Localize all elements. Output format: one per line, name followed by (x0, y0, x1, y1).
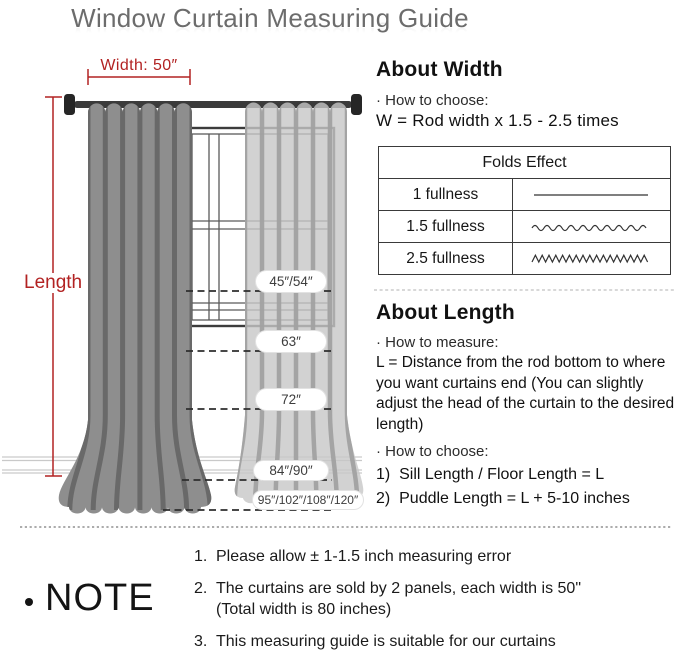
note-item-text: The curtains are sold by 2 panels, each width is 50" (Total width is 80 inches) (216, 580, 581, 618)
table-row (379, 211, 671, 243)
length-marker-pill: 63″ (255, 330, 327, 353)
length-measure-text: L = Distance from the rod bottom to where you want curtains end (You can slightly adjust the head of the curtain to the desired length) (376, 354, 675, 433)
fullness-label: 2.5 fullness (379, 243, 513, 275)
fold-effect-cell (513, 179, 671, 211)
note-item-number: 3. (194, 633, 208, 650)
note-heading: NOTE (45, 577, 155, 619)
length-choice-item: 2) Puddle Length = L + 5-10 inches (376, 490, 630, 507)
length-measurement-label: Length (20, 273, 86, 293)
fullness-label: 1 fullness (379, 179, 513, 211)
length-marker-pill: 84″/90″ (253, 460, 329, 481)
fold-effect-cell (513, 243, 671, 275)
width-how-to-choose-label: · How to choose: (376, 92, 489, 109)
page-title: Window Curtain Measuring Guide (71, 3, 469, 33)
note-item-number: 1. (194, 548, 208, 565)
dark-curtain-panel (59, 95, 212, 514)
table-row (379, 179, 671, 211)
folds-effect-table (378, 146, 671, 275)
note-list (194, 546, 676, 663)
about-length-heading: About Length (376, 301, 515, 324)
length-choice-item: 1) Sill Length / Floor Length = L (376, 466, 605, 483)
table-row (379, 243, 671, 275)
note-item-number: 2. (194, 580, 208, 597)
note-bullet-icon (25, 598, 33, 606)
note-item (194, 631, 676, 652)
about-width-heading: About Width (376, 58, 503, 81)
folds-table-header: Folds Effect (379, 147, 671, 179)
fullness-label: 1.5 fullness (379, 211, 513, 243)
straight-line-icon (526, 187, 658, 203)
length-how-to-measure-label: · How to measure: (376, 334, 499, 351)
note-item (194, 578, 676, 620)
note-item (194, 546, 676, 567)
length-marker-pill: 72″ (255, 388, 327, 411)
fold-effect-cell (513, 211, 671, 243)
dense-zigzag-icon (526, 251, 658, 267)
length-marker-pill: 45″/54″ (255, 270, 327, 293)
width-formula: W = Rod width x 1.5 - 2.5 times (376, 111, 619, 130)
note-item-text: This measuring guide is suitable for our curtains (216, 633, 556, 650)
gentle-wave-icon (526, 219, 658, 235)
light-curtain-panel (235, 95, 364, 503)
length-marker-pill: 95″/102″/108″/120″ (252, 490, 364, 510)
width-measurement-label: Width: 50″ (100, 57, 178, 74)
note-item-text: Please allow ± 1-1.5 inch measuring error (216, 548, 512, 565)
note-item-text-line2: (Total width is 80 inches) (216, 601, 392, 618)
length-how-to-choose-label: · How to choose: (376, 443, 489, 460)
